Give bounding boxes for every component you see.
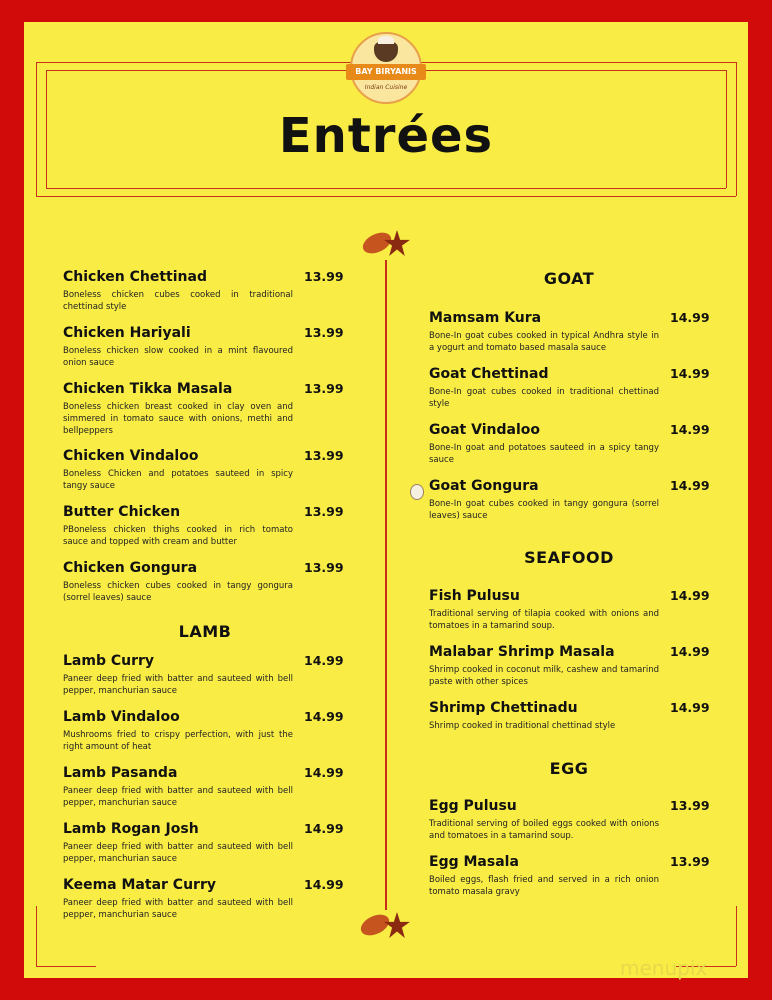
item-price: 14.99	[670, 588, 710, 603]
page-title: Entrées	[278, 108, 494, 164]
item-description: Paneer deep fried with batter and sauteed with bell pepper, manchurian sauce	[63, 898, 293, 920]
item-name: Mamsam Kura	[429, 310, 542, 326]
item-price: 14.99	[670, 478, 710, 493]
item-name: Lamb Vindaloo	[63, 709, 180, 725]
logo-subtext: Indian Cuisine	[364, 84, 408, 91]
item-description: Bone-In goat and potatoes sauteed in a spicy tangy sauce	[429, 443, 659, 465]
item-price: 14.99	[304, 709, 344, 724]
item-description: Boiled eggs, flash fried and served in a rich onion tomato masala gravy	[429, 875, 659, 897]
watermark: menupix	[620, 956, 708, 980]
column-divider	[385, 260, 387, 910]
item-description: Paneer deep fried with batter and sauteed with bell pepper, manchurian sauce	[63, 674, 293, 696]
item-price: 13.99	[304, 269, 344, 284]
corner-line-br-v	[736, 906, 737, 966]
item-description: PBoneless chicken thighs cooked in rich tomato sauce and topped with cream and butter	[63, 525, 293, 547]
item-name: Egg Masala	[429, 854, 519, 870]
item-price: 14.99	[670, 422, 710, 437]
item-name: Lamb Pasanda	[63, 765, 178, 781]
item-name: Butter Chicken	[63, 504, 181, 520]
item-price: 13.99	[304, 381, 344, 396]
section-heading-goat: GOAT	[543, 269, 595, 288]
item-price: 13.99	[304, 448, 344, 463]
item-name: Goat Chettinad	[429, 366, 549, 382]
item-description: Boneless chicken breast cooked in clay oven and simmered in tomato sauce with onions, methi and bellpeppers	[63, 402, 293, 436]
item-price: 13.99	[304, 504, 344, 519]
item-price: 14.99	[670, 366, 710, 381]
item-price: 14.99	[670, 310, 710, 325]
section-heading-lamb: LAMB	[178, 622, 232, 641]
brand-logo	[350, 32, 422, 104]
item-price: 14.99	[304, 821, 344, 836]
logo-text: BAY BIRYANIS	[346, 64, 426, 80]
item-description: Shrimp cooked in traditional chettinad style	[429, 721, 616, 731]
item-price: 14.99	[304, 653, 344, 668]
item-description: Bone-In goat cubes cooked in tangy gongura (sorrel leaves) sauce	[429, 499, 659, 521]
item-name: Chicken Hariyali	[63, 325, 191, 341]
item-price: 14.99	[304, 877, 344, 892]
item-name: Chicken Gongura	[63, 560, 198, 576]
item-name: Egg Pulusu	[429, 798, 517, 814]
item-name: Lamb Rogan Josh	[63, 821, 199, 837]
item-description: Mushrooms fried to crispy perfection, with just the right amount of heat	[63, 730, 293, 752]
item-name: Shrimp Chettinadu	[429, 700, 578, 716]
item-description: Bone-In goat cubes cooked in typical Andhra style in a yogurt and tomato based masala sauce	[429, 331, 659, 353]
biryani-pot-icon	[374, 42, 398, 62]
section-heading-egg: EGG	[549, 759, 589, 778]
item-name: Fish Pulusu	[429, 588, 520, 604]
item-name: Malabar Shrimp Masala	[429, 644, 615, 660]
item-price: 13.99	[670, 798, 710, 813]
item-name: Chicken Chettinad	[63, 269, 207, 285]
item-name: Keema Matar Curry	[63, 877, 216, 893]
item-price: 13.99	[304, 560, 344, 575]
item-description: Paneer deep fried with batter and sauteed with bell pepper, manchurian sauce	[63, 786, 293, 808]
item-description: Boneless chicken cubes cooked in tangy gongura (sorrel leaves) sauce	[63, 581, 293, 603]
item-description: Boneless Chicken and potatoes sauteed in spicy tangy sauce	[63, 469, 293, 491]
frame-line-bottom-inner	[46, 188, 726, 189]
item-description: Boneless chicken slow cooked in a mint flavoured onion sauce	[63, 346, 293, 368]
section-heading-seafood: SEAFOOD	[524, 548, 614, 567]
item-description: Boneless chicken cubes cooked in traditional chettinad style	[63, 290, 293, 312]
item-price: 14.99	[670, 644, 710, 659]
item-description: Bone-In goat cubes cooked in traditional chettinad style	[429, 387, 659, 409]
item-name: Goat Vindaloo	[429, 422, 540, 438]
chef-icon	[410, 484, 424, 500]
item-price: 14.99	[304, 765, 344, 780]
item-name: Chicken Tikka Masala	[63, 381, 233, 397]
corner-line-bl-v	[36, 906, 37, 966]
item-description: Paneer deep fried with batter and sauteed with bell pepper, manchurian sauce	[63, 842, 293, 864]
item-price: 13.99	[304, 325, 344, 340]
item-name: Goat Gongura	[429, 478, 539, 494]
item-price: 14.99	[670, 700, 710, 715]
corner-line-bl	[36, 966, 96, 967]
item-description: Traditional serving of boiled eggs cooked with onions and tomatoes in a tamarind soup.	[429, 819, 659, 841]
item-name: Chicken Vindaloo	[63, 448, 199, 464]
item-description: Shrimp cooked in coconut milk, cashew and tamarind paste with other spices	[429, 665, 659, 687]
item-price: 13.99	[670, 854, 710, 869]
frame-line-bottom-outer	[36, 196, 736, 197]
item-name: Lamb Curry	[63, 653, 155, 669]
item-description: Traditional serving of tilapia cooked with onions and tomatoes in a tamarind soup.	[429, 609, 659, 631]
